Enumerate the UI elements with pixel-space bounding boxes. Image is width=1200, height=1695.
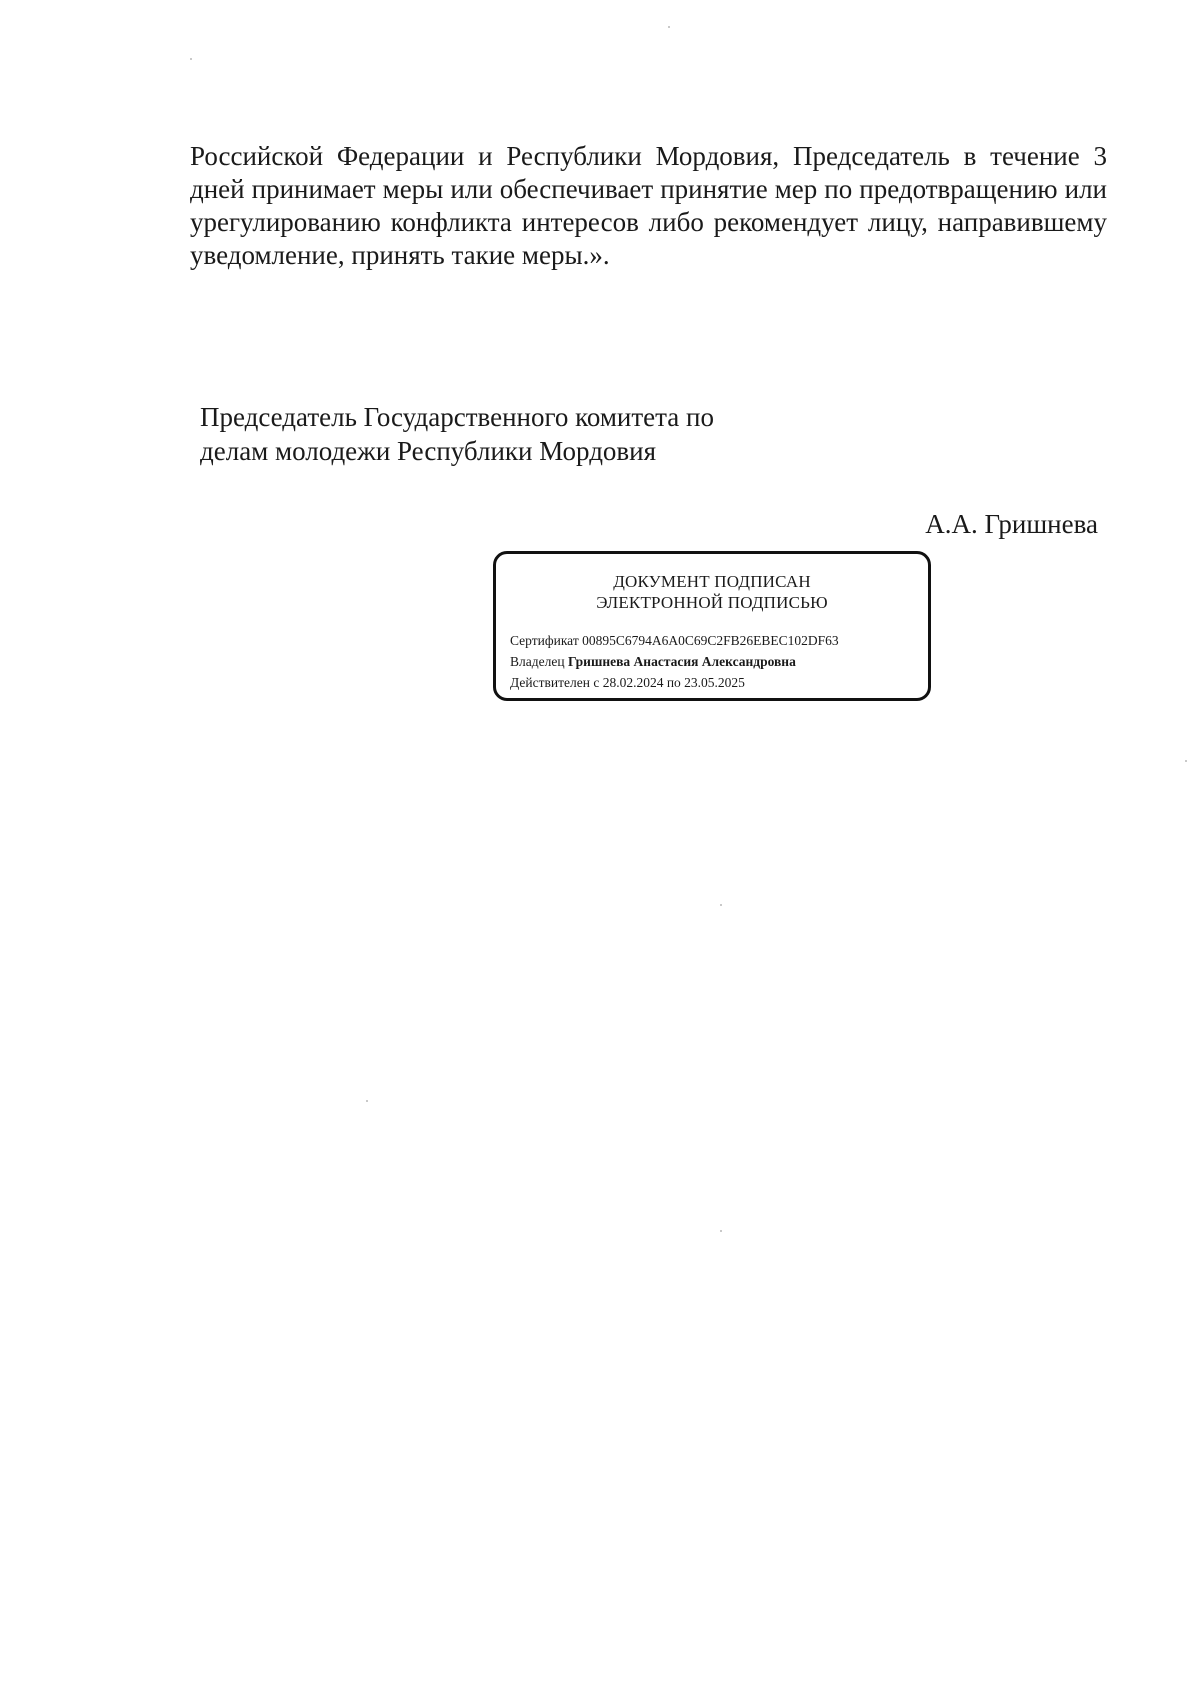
validity-to-word: по: [666, 675, 681, 690]
body-line: Российской Федерации и Республики Мордовия, Председатель в течение 3: [190, 141, 1107, 171]
body-line: урегулированию конфликта интересов либо рекомендует лицу, направившему: [190, 207, 1107, 237]
owner-value: Гришнева Анастасия Александровна: [567, 654, 796, 669]
validity-label: Действителен: [510, 675, 590, 690]
valid-to-date: 23.05.2025: [684, 675, 745, 690]
owner-label: Владелец: [510, 654, 565, 669]
body-line: уведомление, принять такие меры.».: [190, 240, 610, 270]
certificate-row: [510, 630, 839, 651]
validity-row: [510, 672, 839, 693]
scan-speck: [1185, 760, 1187, 762]
body-line: дней принимает меры или обеспечивает принятие мер по предотвращению или: [190, 174, 1107, 204]
stamp-details: [510, 630, 839, 693]
scan-speck: [668, 26, 670, 28]
signer-name: А.А. Гришнева: [925, 509, 1098, 539]
stamp-heading: [496, 571, 928, 613]
signer-title-line: делам молодежи Республики Мордовия: [200, 436, 657, 466]
validity-from-word: с: [593, 675, 600, 690]
certificate-label: Сертификат: [510, 633, 579, 648]
certificate-value: 00895C6794A6A0C69C2FB26EBEC102DF63: [582, 633, 839, 648]
body-paragraph: [190, 140, 1107, 272]
scan-speck: [720, 1230, 722, 1232]
signer-title-line: Председатель Государственного комитета по: [200, 402, 714, 432]
scan-speck: [366, 1100, 368, 1102]
valid-from-date: 28.02.2024: [602, 675, 664, 690]
electronic-signature-stamp: [493, 551, 931, 701]
owner-row: [510, 651, 839, 672]
stamp-heading-line: ЭЛЕКТРОННОЙ ПОДПИСЬЮ: [596, 593, 828, 612]
scan-speck: [720, 904, 722, 906]
scan-speck: [190, 58, 192, 60]
signer-title: [200, 400, 714, 468]
stamp-heading-line: ДОКУМЕНТ ПОДПИСАН: [613, 572, 811, 591]
